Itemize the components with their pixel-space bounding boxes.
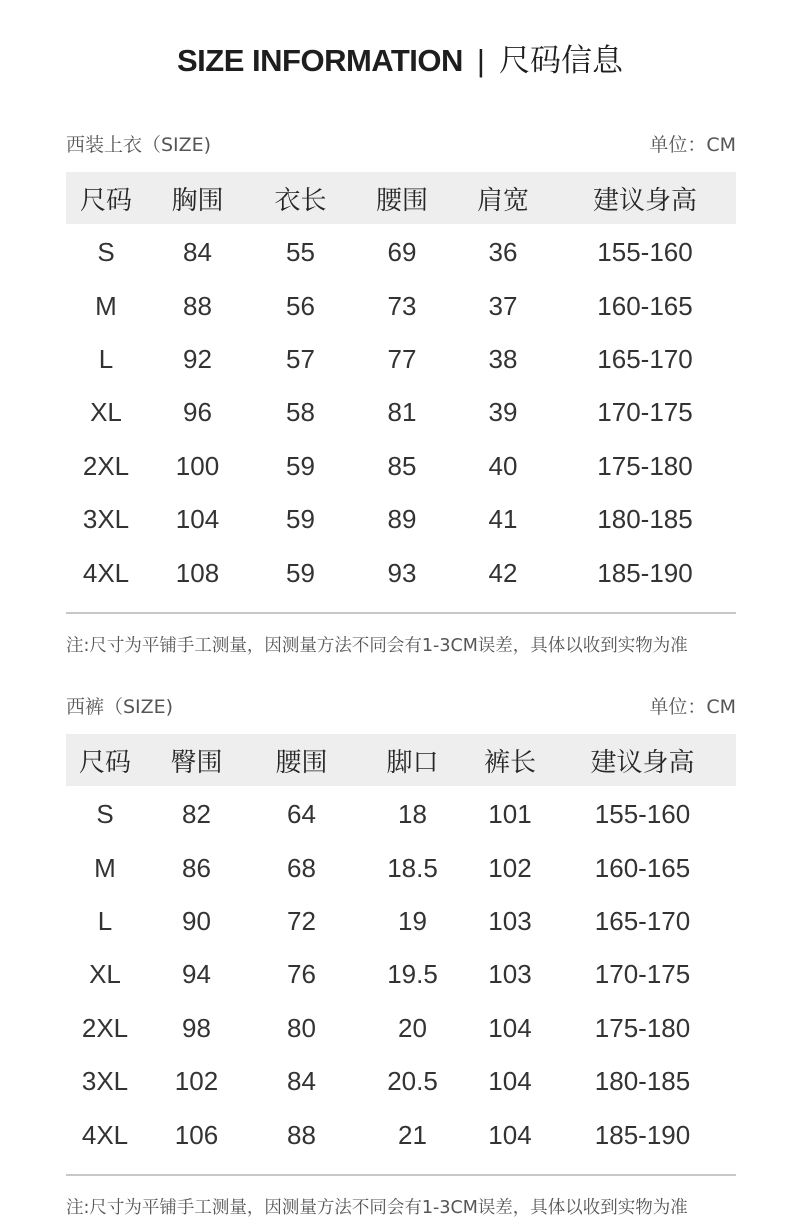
table-row xyxy=(66,493,736,546)
table-cell: 160-165 xyxy=(597,290,693,321)
table-cell: 56 xyxy=(286,290,315,321)
table-cell: 42 xyxy=(488,557,518,588)
table-cell: 106 xyxy=(174,1119,219,1150)
table-cell: 96 xyxy=(183,397,212,428)
table-cell: XL xyxy=(90,397,122,428)
column-header: 脚口 xyxy=(354,734,471,786)
table-cell: 92 xyxy=(183,343,212,374)
table-cell: 59 xyxy=(286,450,315,481)
table-cell: 175-180 xyxy=(597,450,693,481)
table-cell: 88 xyxy=(183,290,212,321)
table-cell: 76 xyxy=(287,959,316,990)
table-cell: 2XL xyxy=(82,450,130,481)
trousers-section xyxy=(66,692,736,1219)
table-cell: 108 xyxy=(175,557,220,588)
table-cell: 165-170 xyxy=(597,343,693,374)
section-divider xyxy=(66,612,736,614)
column-header: 肩宽 xyxy=(452,172,554,224)
table-cell: 94 xyxy=(182,959,211,990)
trousers-size-table xyxy=(66,734,736,1162)
table-cell: 59 xyxy=(286,557,315,588)
table-cell: 155-160 xyxy=(597,237,693,268)
table-cell: 80 xyxy=(287,1012,316,1043)
table-cell: 39 xyxy=(488,397,518,428)
table-cell: 19 xyxy=(398,905,427,936)
table-row xyxy=(66,440,736,493)
table-cell: XL xyxy=(89,959,121,990)
trousers-section-label: 西裤（SIZE) xyxy=(66,696,174,718)
column-header: 胸围 xyxy=(146,172,249,224)
table-cell: 19.5 xyxy=(387,959,438,990)
table-cell: 185-190 xyxy=(594,1119,691,1150)
column-header: 尺码 xyxy=(66,172,146,224)
table-cell: 37 xyxy=(488,290,518,321)
table-cell: 104 xyxy=(175,504,220,535)
table-cell: 2XL xyxy=(81,1012,129,1043)
table-cell: 36 xyxy=(488,237,518,268)
table-cell: 20 xyxy=(398,1012,427,1043)
table-cell: 3XL xyxy=(81,1066,129,1097)
table-cell: 86 xyxy=(182,852,211,883)
table-cell: 104 xyxy=(488,1066,532,1097)
table-cell: 185-190 xyxy=(597,557,693,588)
table-row xyxy=(66,786,736,841)
table-row xyxy=(66,279,736,332)
jacket-size-table xyxy=(66,172,736,600)
table-header-row xyxy=(66,734,736,786)
table-row xyxy=(66,546,736,599)
measurement-note: 注:尺寸为平铺手工测量，因测量方法不同会有1-3CM误差，具体以收到实物为准 xyxy=(66,635,688,656)
table-cell: 102 xyxy=(174,1066,219,1097)
table-row xyxy=(66,386,736,439)
page-title xyxy=(0,38,800,84)
table-cell: 175-180 xyxy=(594,1012,691,1043)
table-cell: 18 xyxy=(398,799,427,830)
table-cell: 170-175 xyxy=(594,959,691,990)
table-cell: 85 xyxy=(387,450,417,481)
trousers-section-header xyxy=(66,692,736,722)
column-header: 尺码 xyxy=(66,734,144,786)
table-cell: M xyxy=(95,290,117,321)
table-cell: 155-160 xyxy=(594,799,691,830)
table-cell: 180-185 xyxy=(594,1066,691,1097)
table-cell: 77 xyxy=(387,343,417,374)
table-cell: 180-185 xyxy=(597,504,693,535)
table-cell: 40 xyxy=(488,450,518,481)
table-row xyxy=(66,1108,736,1161)
table-cell: 104 xyxy=(488,1012,532,1043)
table-row xyxy=(66,333,736,386)
table-cell: L xyxy=(98,343,114,374)
page-title-cn: 尺码信息 xyxy=(498,43,623,79)
table-cell: M xyxy=(94,852,116,883)
table-cell: 69 xyxy=(387,237,417,268)
table-cell: 38 xyxy=(488,343,518,374)
table-cell: 4XL xyxy=(81,1119,129,1150)
jacket-unit-label: 单位：CM xyxy=(649,134,736,156)
column-header: 腰围 xyxy=(249,734,354,786)
table-cell: 90 xyxy=(182,905,211,936)
table-cell: 72 xyxy=(287,905,316,936)
table-cell: 98 xyxy=(182,1012,211,1043)
table-cell: 20.5 xyxy=(387,1066,438,1097)
table-row xyxy=(66,948,736,1001)
jacket-section-header xyxy=(66,130,736,160)
table-cell: 3XL xyxy=(82,504,130,535)
table-row xyxy=(66,895,736,948)
table-row xyxy=(66,841,736,894)
table-header-row xyxy=(66,172,736,224)
measurement-note: 注:尺寸为平铺手工测量，因测量方法不同会有1-3CM误差，具体以收到实物为准 xyxy=(66,1197,688,1218)
table-cell: 102 xyxy=(488,852,532,883)
title-separator: | xyxy=(476,43,485,78)
table-cell: 64 xyxy=(287,799,316,830)
column-header: 建议身高 xyxy=(549,734,736,786)
table-cell: 160-165 xyxy=(594,852,691,883)
table-cell: 41 xyxy=(488,504,518,535)
page-title-en: SIZE INFORMATION xyxy=(177,43,463,78)
table-cell: 84 xyxy=(183,237,212,268)
jacket-section xyxy=(66,130,736,657)
column-header: 裤长 xyxy=(471,734,549,786)
table-cell: L xyxy=(97,905,113,936)
table-cell: 57 xyxy=(286,343,315,374)
table-cell: 103 xyxy=(488,959,532,990)
column-header: 衣长 xyxy=(249,172,352,224)
table-cell: 81 xyxy=(387,397,417,428)
table-row xyxy=(66,1055,736,1108)
column-header: 臀围 xyxy=(144,734,249,786)
table-cell: 93 xyxy=(387,557,417,588)
table-cell: 68 xyxy=(287,852,316,883)
table-cell: 170-175 xyxy=(597,397,693,428)
table-cell: 21 xyxy=(398,1119,427,1150)
table-cell: 100 xyxy=(175,450,220,481)
table-cell: 73 xyxy=(387,290,417,321)
table-cell: 89 xyxy=(387,504,417,535)
column-header: 建议身高 xyxy=(554,172,736,224)
table-cell: 165-170 xyxy=(594,905,691,936)
table-cell: 58 xyxy=(286,397,315,428)
trousers-unit-label: 单位：CM xyxy=(649,696,736,718)
table-cell: 55 xyxy=(286,237,315,268)
column-header: 腰围 xyxy=(352,172,452,224)
table-cell: 82 xyxy=(182,799,211,830)
table-cell: 101 xyxy=(488,799,532,830)
table-cell: 18.5 xyxy=(387,852,438,883)
table-row xyxy=(66,224,736,279)
table-row xyxy=(66,1002,736,1055)
jacket-section-label: 西装上衣（SIZE) xyxy=(66,134,212,156)
table-cell: 59 xyxy=(286,504,315,535)
table-cell: 103 xyxy=(488,905,532,936)
section-divider xyxy=(66,1174,736,1176)
table-cell: 88 xyxy=(287,1119,316,1150)
table-cell: 4XL xyxy=(82,557,130,588)
table-cell: S xyxy=(97,237,115,268)
table-cell: 104 xyxy=(488,1119,532,1150)
table-cell: S xyxy=(96,799,114,830)
table-cell: 84 xyxy=(287,1066,316,1097)
